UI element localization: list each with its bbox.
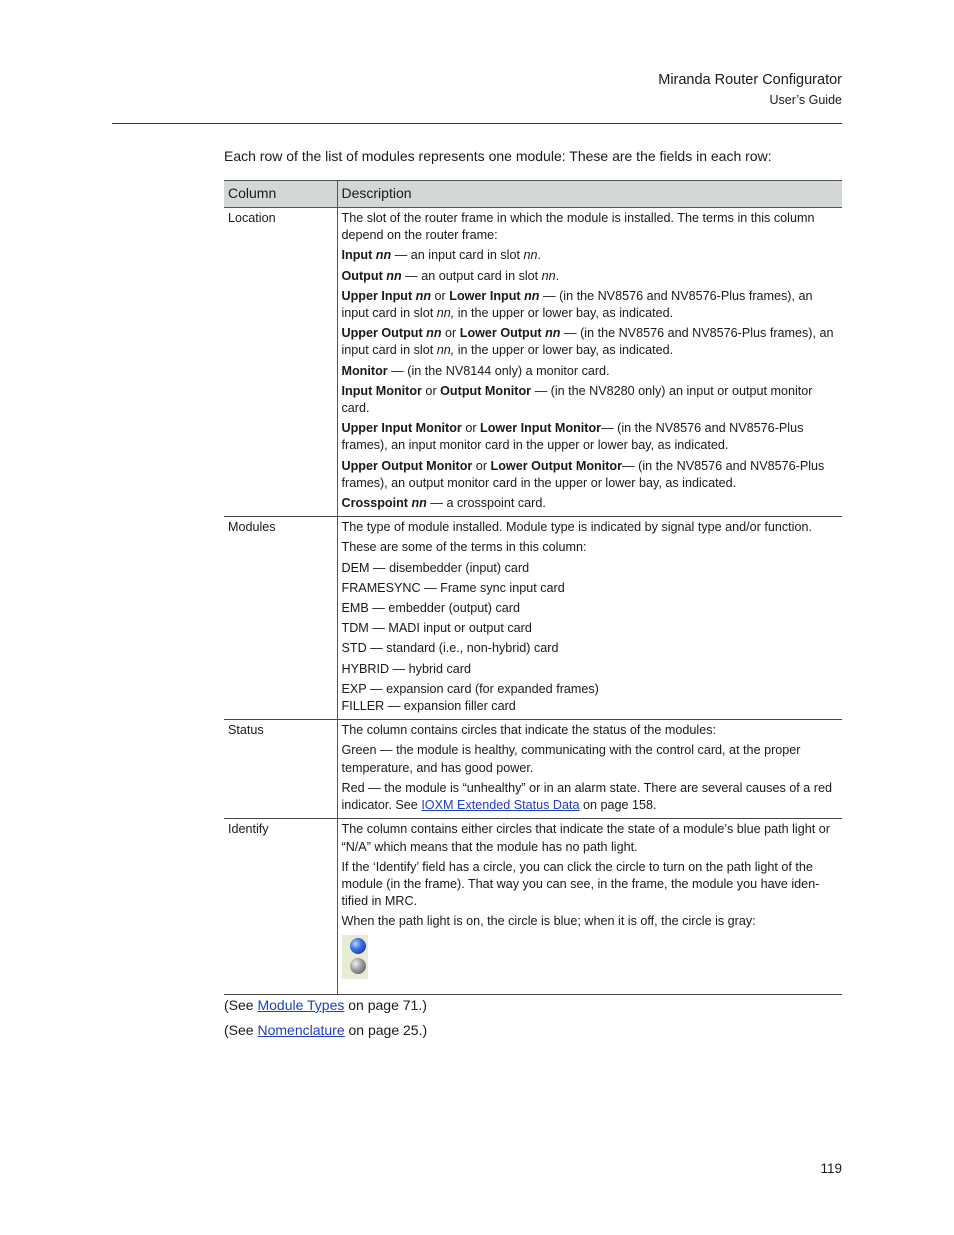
gray-circle-icon xyxy=(350,958,366,974)
nomenclature-link[interactable]: Nomenclature xyxy=(257,1022,345,1038)
status-line xyxy=(342,780,839,814)
location-output xyxy=(342,268,839,285)
text: — (in the NV8144 only) a monitor card. xyxy=(387,363,610,378)
term-var: nn xyxy=(386,268,402,283)
term: Upper Output xyxy=(341,326,427,341)
running-header xyxy=(658,70,842,109)
modules-line: DEM — disembedder (input) card xyxy=(341,560,530,575)
text: — an output card in slot xyxy=(401,268,542,283)
text: in the upper or lower bay, as indicated. xyxy=(454,343,674,358)
identify-line: When the path light is on, the circle is blue; when it is off, the circle is gray: xyxy=(341,914,756,929)
text: or xyxy=(441,326,460,341)
path-light-examples xyxy=(342,935,368,979)
text: or xyxy=(461,421,481,436)
modules-line: EXP — expansion card (for expanded frames) xyxy=(341,681,599,696)
fields-table xyxy=(224,180,842,995)
text-var: nn, xyxy=(436,343,455,358)
modules-line: TDM — MADI input or output card xyxy=(341,621,532,636)
term: Lower Output Monitor xyxy=(490,458,623,473)
text: — an input card in slot xyxy=(391,248,524,263)
term: Output xyxy=(341,268,387,283)
row-description xyxy=(337,208,842,517)
identify-line: The column contains either circles that indicate the state of a module’s blue path light or “N/A” which means that the module has no path light. xyxy=(341,822,830,854)
intro-paragraph: Each row of the list of modules represents one module: These are the fields in each row: xyxy=(224,148,772,164)
term: Input Monitor xyxy=(341,383,422,398)
module-types-link[interactable]: Module Types xyxy=(257,997,345,1013)
row-description xyxy=(337,517,842,720)
column-header: Column xyxy=(224,181,337,208)
text: Red — the module is “unhealthy” or in an alarm state. There are several causes of a red indicator. See xyxy=(341,780,832,813)
page-number: 119 xyxy=(820,1161,842,1176)
text: — (in the NV8576 and NV8576-Plus frames), an input card in slot xyxy=(341,326,834,358)
location-crosspoint xyxy=(342,495,839,512)
text: — a crosspoint card. xyxy=(426,496,546,511)
text: or xyxy=(472,458,491,473)
term: Input xyxy=(341,248,376,263)
text: (See xyxy=(224,997,258,1013)
term: Output Monitor xyxy=(440,383,532,398)
text: — (in the NV8576 and NV8576-Plus frames), an input card in slot xyxy=(341,288,813,321)
modules-line: The type of module installed. Module type is indicated by signal type and/or function. xyxy=(341,520,812,535)
row-description xyxy=(337,720,842,819)
modules-line: FILLER — expansion filler card xyxy=(341,699,516,714)
modules-line: HYBRID — hybrid card xyxy=(341,661,471,676)
term-var: nn xyxy=(411,496,427,511)
term: Lower Output xyxy=(459,326,546,341)
term-var: nn xyxy=(415,288,432,303)
text: — (in the NV8280 only) an input or output monitor card. xyxy=(341,383,813,416)
see-nomenclature xyxy=(224,1020,427,1040)
text: — (in the NV8576 and NV8576-Plus frames), an output monitor card in the upper or lower bay, as indicated. xyxy=(341,458,825,490)
row-name: Status xyxy=(224,720,337,819)
term-var: nn xyxy=(524,288,540,303)
location-io-monitor xyxy=(342,383,839,417)
term: Upper Input Monitor xyxy=(341,421,462,436)
table-row-location xyxy=(224,208,842,517)
text-var: nn xyxy=(541,268,556,283)
row-description xyxy=(337,819,842,994)
ioxm-status-link[interactable]: IOXM Extended Status Data xyxy=(421,798,580,813)
location-upper-input xyxy=(342,288,839,322)
status-line: The column contains circles that indicate the status of the modules: xyxy=(341,723,717,738)
location-intro: The slot of the router frame in which the module is installed. The terms in this column depend on the router frame: xyxy=(341,211,815,243)
modules-line: These are some of the terms in this column: xyxy=(341,540,587,555)
location-upper-output xyxy=(342,325,839,359)
text: (See xyxy=(224,1022,258,1038)
modules-line: STD — standard (i.e., non-hybrid) card xyxy=(341,641,559,656)
text: . xyxy=(555,268,560,283)
status-line: Green — the module is healthy, communicating with the control card, at the proper temperature, and has good power. xyxy=(341,743,801,775)
location-upper-output-monitor xyxy=(342,458,839,492)
see-module-types xyxy=(224,995,427,1015)
text: on page 71.) xyxy=(344,997,427,1013)
location-upper-input-monitor xyxy=(342,420,839,454)
text: . xyxy=(537,248,541,263)
text-var: nn xyxy=(523,248,538,263)
document-title: Miranda Router Configurator xyxy=(658,72,842,88)
table-header-row xyxy=(224,181,842,208)
identify-line: If the ‘Identify’ field has a circle, you can click the circle to turn on the path light of the module (in the frame). That way you can see, in the frame, the module you have identified in MRC. xyxy=(341,859,820,909)
blue-circle-icon xyxy=(350,938,366,954)
text: — (in the NV8576 and NV8576-Plus frames), an input monitor card in the upper or lower bay, as indicated. xyxy=(341,421,804,453)
term-var: nn xyxy=(375,248,392,263)
modules-line: EMB — embedder (output) card xyxy=(341,601,520,616)
text: on page 158. xyxy=(579,798,657,813)
location-monitor xyxy=(342,363,839,380)
term-var: nn xyxy=(426,326,442,341)
term: Crosspoint xyxy=(341,496,412,511)
row-name: Identify xyxy=(224,819,337,994)
table-row-status xyxy=(224,720,842,819)
text: on page 25.) xyxy=(344,1022,428,1038)
text: or xyxy=(421,383,441,398)
description-header: Description xyxy=(337,181,842,208)
document-subtitle: User’s Guide xyxy=(769,93,842,107)
text: or xyxy=(431,288,450,303)
location-input xyxy=(342,247,839,264)
term: Lower Input xyxy=(449,288,525,303)
term: Lower Input Monitor xyxy=(480,421,602,436)
term: Upper Input xyxy=(341,288,416,303)
table-row-modules xyxy=(224,517,842,720)
table-row-identify xyxy=(224,819,842,994)
modules-line: FRAMESYNC — Frame sync input card xyxy=(341,580,565,595)
term: Monitor xyxy=(341,363,388,378)
row-name: Location xyxy=(224,208,337,517)
term-var: nn xyxy=(545,326,561,341)
row-name: Modules xyxy=(224,517,337,720)
term: Upper Output Monitor xyxy=(341,458,473,473)
header-divider xyxy=(112,123,842,124)
text-var: nn, xyxy=(436,306,455,321)
text: in the upper or lower bay, as indicated. xyxy=(454,306,674,321)
